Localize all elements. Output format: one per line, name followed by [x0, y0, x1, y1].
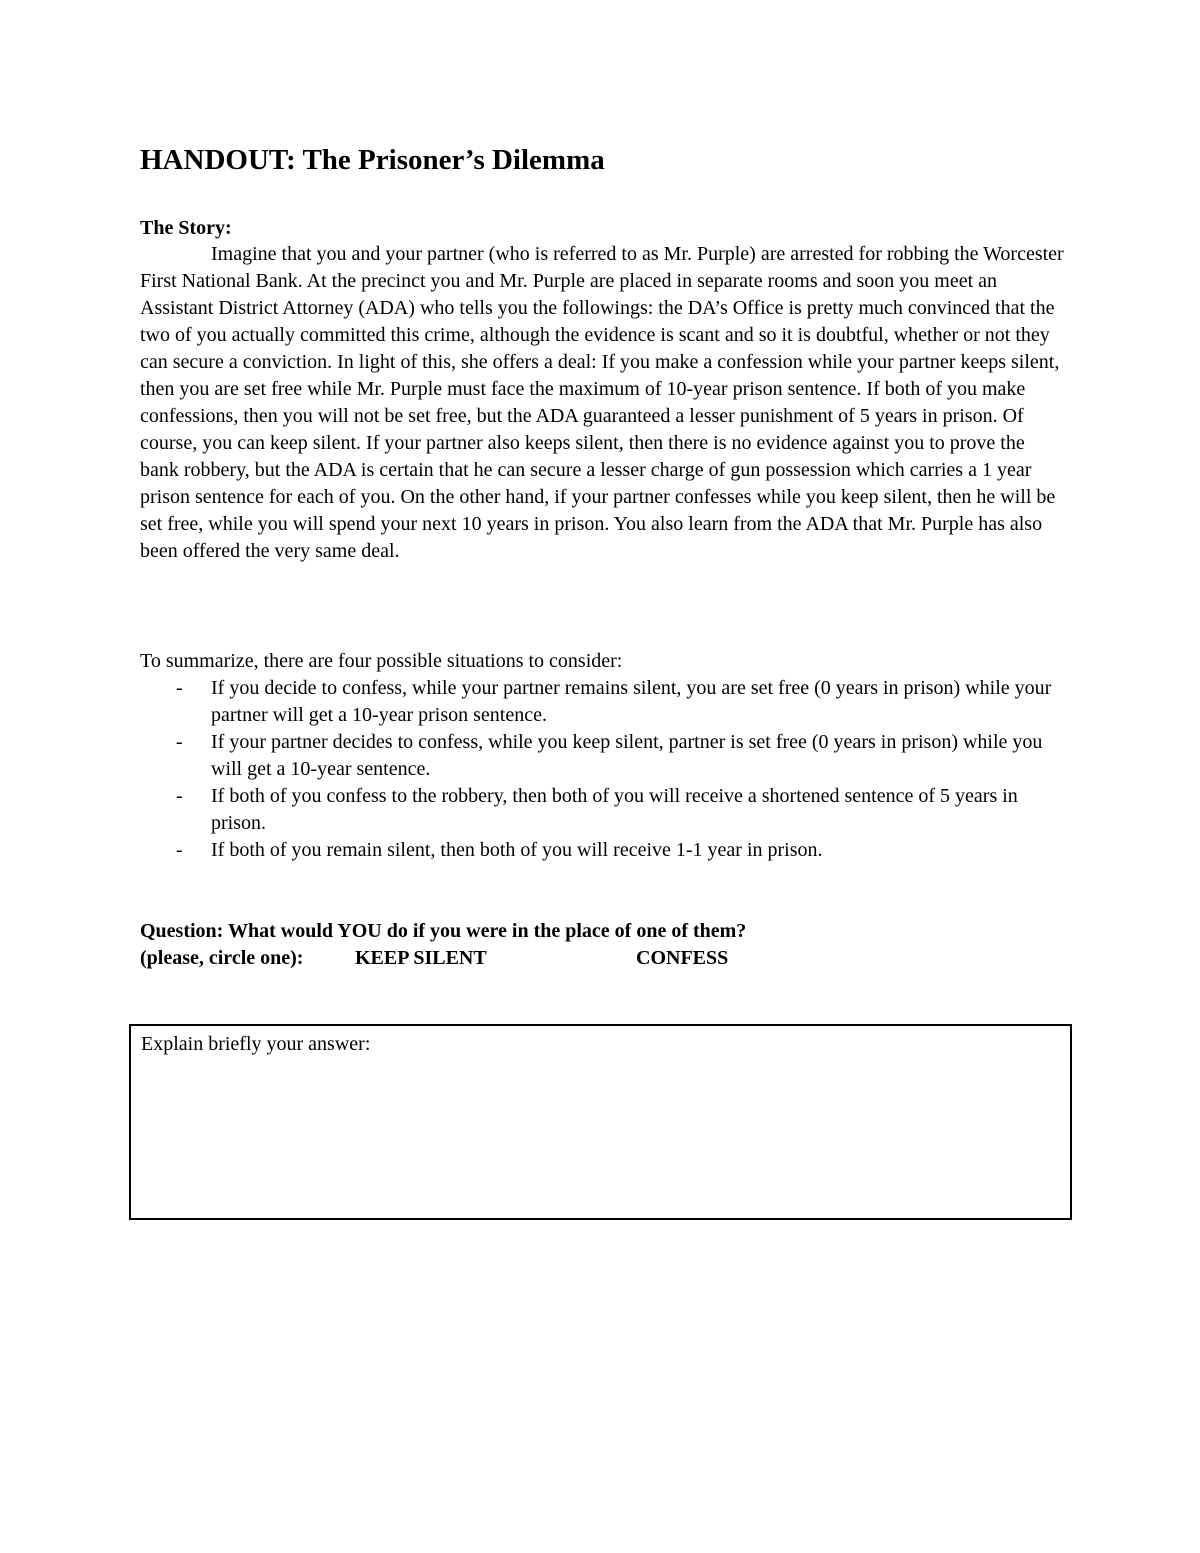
confess-option[interactable]: CONFESS [636, 947, 729, 969]
situation-text: If both of you remain silent, then both of you will receive 1-1 year in prison. [211, 839, 823, 861]
situation-text: If you decide to confess, while your partner remains silent, you are set free (0 years in prison) while your partner will get a 10-year prison sentence. [211, 677, 1052, 726]
answer-field[interactable] [141, 1066, 1056, 1206]
question-text: Question: What would YOU do if you were in the place of one of them? [140, 920, 747, 942]
situation-text: If both of you confess to the robbery, then both of you will receive a shortened sentence of 5 years in prison. [211, 785, 1018, 834]
situation-item [140, 837, 1065, 864]
bullet-dash: - [176, 839, 183, 861]
bullet-dash: - [176, 677, 183, 699]
situation-item [140, 729, 1065, 783]
page-title: HANDOUT: The Prisoner’s Dilemma [140, 144, 605, 176]
situations-list [140, 675, 1065, 864]
situation-text: If your partner decides to confess, while you keep silent, partner is set free (0 years in prison) while you will get a 10-year sentence. [211, 731, 1043, 780]
bullet-dash: - [176, 731, 183, 753]
story-heading: The Story: [140, 217, 232, 239]
summary-intro: To summarize, there are four possible situations to consider: [140, 650, 623, 672]
answer-box [129, 1024, 1072, 1220]
answer-label: Explain briefly your answer: [141, 1033, 371, 1055]
keep-silent-option[interactable]: KEEP SILENT [355, 947, 487, 969]
situation-item [140, 675, 1065, 729]
bullet-dash: - [176, 785, 183, 807]
choice-row [140, 945, 840, 972]
choice-prompt: (please, circle one): [140, 947, 304, 969]
situation-item [140, 783, 1065, 837]
story-paragraph: Imagine that you and your partner (who is referred to as Mr. Purple) are arrested for robbing the Worcester First National Bank. At the precinct you and Mr. Purple are placed in separate rooms and soon you meet an Assistant District Attorney (ADA) who tells you the followings: the DA’s Office is pretty much convinced that the two of you actually committed this crime, although the evidence is scant and so it is doubtful, whether or not they can secure a conviction. In light of this, she offers a deal: If you make a confession while your partner keeps silent, then you are set free while Mr. Purple must face the maximum of 10-year prison sentence. If both of you make confessions, then you will not be set free, but the ADA guaranteed a lesser punishment of 5 years in prison. Of course, you can keep silent. If your partner also keeps silent, then there is no evidence against you to prove the bank robbery, but the ADA is certain that he can secure a lesser charge of gun possession which carries a 1 year prison sentence for each of you. On the other hand, if your partner confesses while you keep silent, then he will be set free, while you will spend your next 10 years in prison. You also learn from the ADA that Mr. Purple has also been offered the very same deal. [140, 243, 1064, 562]
